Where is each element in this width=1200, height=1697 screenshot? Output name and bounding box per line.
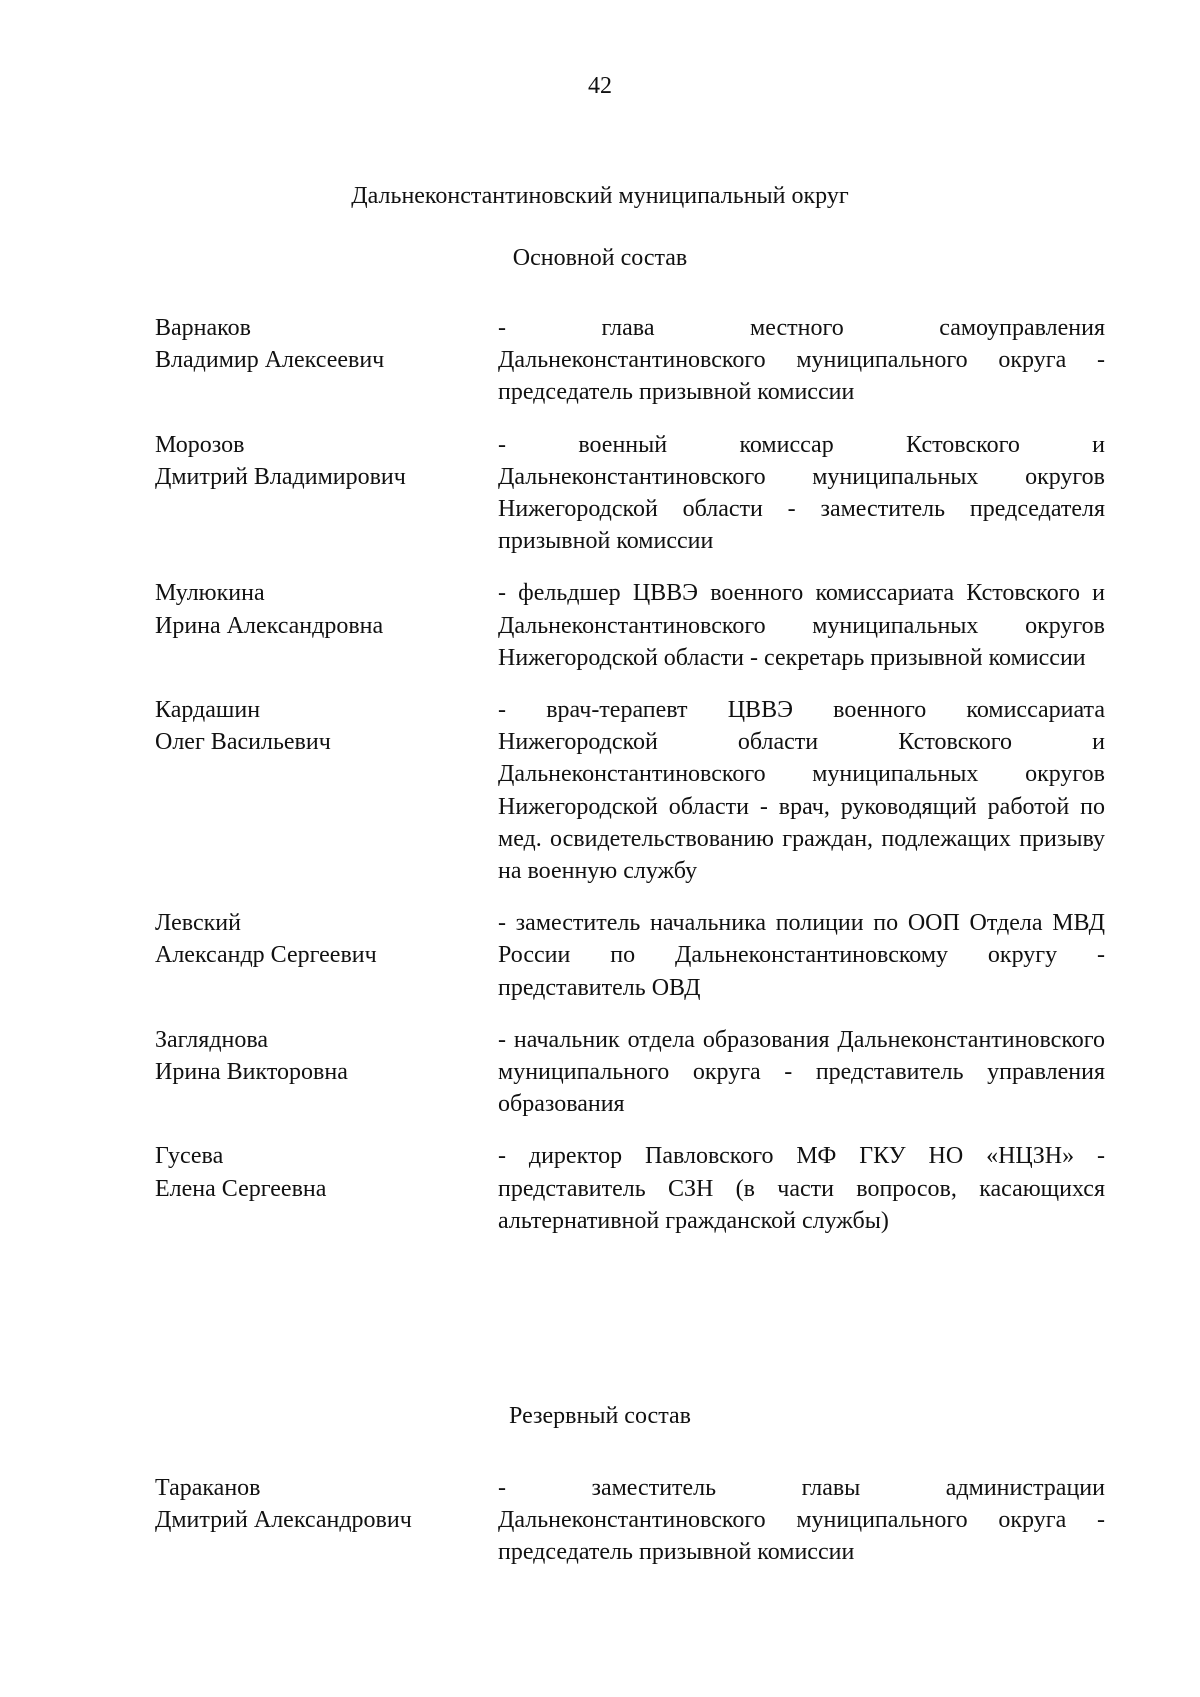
- member-surname: Морозов: [155, 431, 245, 458]
- member-name: [155, 1140, 498, 1237]
- member-name: [155, 429, 498, 558]
- member-surname: Тараканов: [155, 1475, 261, 1501]
- member-name: [155, 907, 498, 1004]
- member-surname: Кардашин: [155, 697, 261, 724]
- member-name: [155, 694, 498, 887]
- member-row: [155, 907, 1105, 1004]
- member-name: [155, 1472, 498, 1569]
- member-row: [155, 577, 1105, 674]
- member-surname: Мулюкина: [155, 580, 265, 607]
- member-name: [155, 577, 498, 674]
- member-row: [155, 312, 1105, 409]
- member-given-names: Елена Сергеевна: [155, 1175, 327, 1202]
- member-name: [155, 312, 498, 409]
- reserve-members-list: [155, 1472, 1105, 1589]
- member-surname: Варнаков: [155, 315, 251, 341]
- member-role: - заместитель главы администрации Дальнеконстантиновского муниципального округа - председатель призывной комиссии: [498, 1475, 1105, 1566]
- member-row: [155, 429, 1105, 558]
- member-row: [155, 1024, 1105, 1121]
- member-role: - начальник отдела образования Дальнеконстантиновского муниципального округа - представитель управления образования: [498, 1026, 1105, 1118]
- member-row: [155, 1472, 1105, 1569]
- member-role: - заместитель начальника полиции по ООП Отдела МВД России по Дальнеконстантиновскому округу - представитель ОВД: [498, 910, 1105, 1001]
- member-given-names: Дмитрий Александрович: [155, 1507, 412, 1534]
- member-surname: Гусева: [155, 1143, 224, 1170]
- member-name: [155, 1024, 498, 1121]
- member-role: - фельдшер ЦВВЭ военного комиссариата Кстовского и Дальнеконстантиновского муниципальных округов Нижегородской области - секретарь призывной комиссии: [498, 580, 1105, 671]
- member-given-names: Дмитрий Владимирович: [155, 463, 406, 490]
- reserve-section-title: Резервный состав: [509, 1403, 691, 1429]
- member-role: - врач-терапевт ЦВВЭ военного комиссариата Нижегородской области Кстовского и Дальнеконстантиновского муниципальных округов Нижегородской области - врач, руководящий работой по мед. освидетельствованию граждан, подлежащих призыву на военную службу: [498, 697, 1105, 885]
- main-section-title: Основной состав: [512, 245, 688, 271]
- member-given-names: Ирина Викторовна: [155, 1059, 348, 1086]
- member-role: - глава местного самоуправления Дальнеконстантиновского муниципального округа - председатель призывной комиссии: [498, 315, 1105, 406]
- member-surname: Загляднова: [155, 1026, 269, 1053]
- page-number: 42: [588, 73, 612, 99]
- member-row: [155, 1140, 1105, 1237]
- member-row: [155, 694, 1105, 887]
- member-given-names: Олег Васильевич: [155, 729, 331, 756]
- member-role: - директор Павловского МФ ГКУ НО «НЦЗН» - представитель СЗН (в части вопросов, касающихся альтернативной гражданской службы): [498, 1143, 1105, 1234]
- member-given-names: Владимир Алексеевич: [155, 347, 385, 374]
- member-given-names: Ирина Александровна: [155, 612, 384, 639]
- member-given-names: Александр Сергеевич: [155, 942, 377, 969]
- member-role: - военный комиссар Кстовского и Дальнеконстантиновского муниципальных округов Нижегородской области - заместитель председателя призывной комиссии: [498, 431, 1105, 555]
- document-title: Дальнеконстантиновский муниципальный округ: [351, 183, 849, 209]
- main-members-list: [155, 312, 1105, 1257]
- member-surname: Левский: [155, 910, 241, 937]
